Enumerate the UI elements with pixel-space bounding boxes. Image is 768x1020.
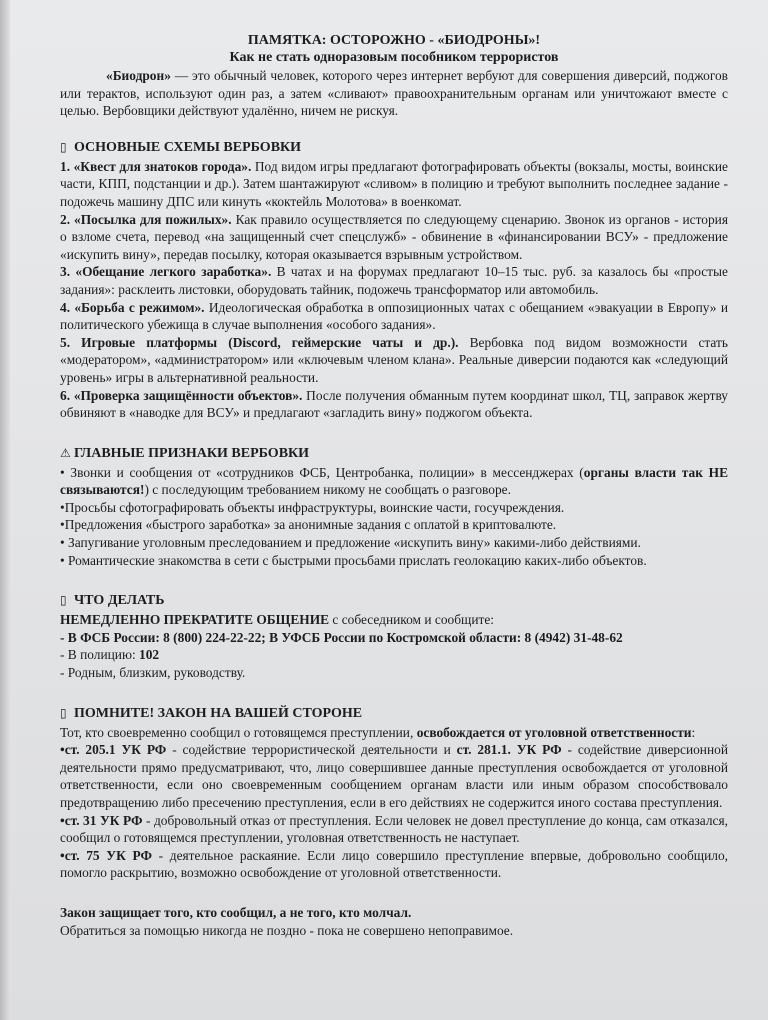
sign-item-2: •Просьбы сфотографировать объекты инфраструктуры, воинские части, госучреждения. — [60, 499, 565, 515]
scheme-item-2 — [60, 211, 728, 264]
scheme-label: 6. «Проверка защищённости объектов». — [60, 387, 303, 403]
scheme-text: Идеологическая обработка в оппозиционных чатах с обещанием «эвакуации в Европу» и политического убежища в случае выполнения «особого задания». — [60, 299, 728, 333]
page-edge — [0, 0, 10, 1020]
footer-line-1 — [60, 904, 728, 922]
intro-term: «Биодрон» — [106, 68, 171, 83]
scheme-item-5 — [60, 334, 728, 387]
scheme-text: В чатах и на форумах предлагают 10–15 тыс. руб. за казалось бы «простые задания»: расклеить листовки, оборудовать тайник, подожечь трансформатор или автомобиль. — [60, 264, 728, 297]
scheme-label: 3. «Обещание легкого заработка». — [60, 264, 272, 280]
todo-stop-text: с собеседником и сообщите: — [329, 612, 495, 628]
todo-heading — [60, 591, 728, 610]
spacer — [60, 682, 728, 704]
scheme-item-1 — [60, 158, 728, 211]
law-article-75 — [60, 847, 728, 882]
signs-heading — [60, 444, 728, 463]
law-lead-tail: : — [691, 724, 696, 740]
scheme-item-4 — [60, 299, 728, 334]
intro-text: — это обычный человек, которого через интернет вербуют для совершения диверсий, поджогов или терактов, используют один раз, а затем «сливают» правоохранительным органам или уничтожают вместе с целью. Вербовщики действуют удалённо, ничем не рискуя. — [60, 68, 728, 119]
doc-subtitle: Как не стать одноразовым пособником террористов — [229, 50, 559, 65]
scheme-text: Как правило осуществляется по следующему сценарию. Звонок из органов - история о взломе счета, перевод «на защищенный счет спецслужб» - обвинение в «финансировании ВСУ» - предложение «искупить вину», передав посылку, которая оказывается взрывным устройством. — [60, 211, 729, 262]
spacer — [60, 569, 728, 591]
law-ref: ст. 281.1. УК РФ — [456, 742, 562, 758]
todo-police-number: 102 — [139, 647, 160, 663]
sign-bold: органы власти так НЕ связываются! — [60, 464, 728, 498]
scheme-item-6 — [60, 387, 728, 422]
sign-item-4: • Запугивание уголовным преследованием и предложение «искупить вину» какими-либо действиями. — [60, 535, 641, 551]
scheme-text: Под видом игры предлагают фотографировать объекты (вокзалы, мосты, воинские части, КПП, подстанции и др.). Затем шантажируют «сливом» в полицию и требуют выполнить последнее задание - подожечь машину ДПС или кинуть «коктейль Молотова» в военкомат. — [60, 158, 728, 209]
law-text: - содействие террористической деятельности и — [166, 742, 457, 758]
schemes-heading — [60, 138, 728, 157]
scheme-item-3 — [60, 263, 728, 298]
square-icon: ▯ — [60, 139, 67, 154]
law-lead-text: Тот, кто своевременно сообщил о готовящемся преступлении, — [60, 724, 417, 740]
law-text: - добровольный отказ от преступления. Если человек не довел преступление до конца, сам отказался, сообщил о готовящемся преступлении, уголовная ответственность не наступает. — [60, 812, 728, 846]
sign-text: • Звонки и сообщения от «сотрудников ФСБ, Центробанка, полиции» в мессенджерах ( — [60, 464, 584, 480]
warning-icon: ⚠ — [60, 445, 71, 460]
footer-line-2: Обратиться за помощью никогда не поздно - пока не совершено непоправимое. — [60, 922, 514, 938]
schemes-heading-text: ОСНОВНЫЕ СХЕМЫ ВЕРБОВКИ — [74, 139, 302, 155]
footer-bold: Закон защищает того, кто сообщил, а не того, кто молчал. — [60, 904, 412, 920]
scheme-label: 2. «Посылка для пожилых». — [60, 211, 232, 227]
intro-paragraph — [60, 67, 728, 120]
law-ref: •ст. 205.1 УК РФ — [60, 742, 167, 758]
law-text: - деятельное раскаяние. Если лицо совершило преступление впервые, добровольно сообщило, помогло раскрытию, возможно освобождение от уголовной ответственности. — [60, 847, 728, 881]
law-heading — [60, 704, 728, 723]
todo-line-fsb — [60, 629, 728, 647]
spacer — [60, 882, 728, 904]
todo-stop-bold: НЕМЕДЛЕННО ПРЕКРАТИТЕ ОБЩЕНИЕ — [60, 612, 330, 628]
todo-heading-text: ЧТО ДЕЛАТЬ — [74, 593, 165, 609]
todo-line-police — [60, 646, 728, 664]
law-lead-bold: освобождается от уголовной ответственности — [416, 724, 692, 740]
square-icon: ▯ — [60, 705, 67, 720]
todo-fsb-phones: - В ФСБ России: 8 (800) 224-22-22; В УФСБ России по Костромской области: 8 (4942) 31-48-62 — [60, 629, 623, 645]
law-article-205 — [60, 741, 728, 811]
law-text: - содействие диверсионной деятельности прямо предусматривают, что, лицо совершившее данные преступления освобождается от уголовной ответственности, если оно своевременным сообщением органам власти или иным образом способствовало предотвращению либо пресечению преступления, если в его действиях не содержится иного состава преступления. — [60, 742, 728, 810]
sign-item-1 — [60, 464, 728, 499]
scheme-label: 4. «Борьба с режимом». — [60, 299, 205, 315]
scheme-text: Вербовка под видом возможности стать «модератором», «администратором» или «ключевым членом клана». Реальные диверсии подаются как «следующий уровень» игры в альтернативной реальности. — [60, 334, 728, 385]
signs-heading-text: ГЛАВНЫЕ ПРИЗНАКИ ВЕРБОВКИ — [74, 445, 310, 461]
doc-title: ПАМЯТКА: ОСТОРОЖНО - «БИОДРОНЫ»! — [247, 33, 541, 48]
todo-stop — [60, 611, 728, 629]
sign-item-3: •Предложения «быстрого заработка» за анонимные задания с оплатой в криптовалюте. — [60, 517, 557, 533]
law-article-31 — [60, 812, 728, 847]
law-heading-text: ПОМНИТЕ! ЗАКОН НА ВАШЕЙ СТОРОНЕ — [74, 705, 363, 721]
law-lead — [60, 724, 728, 742]
scheme-label: 1. «Квест для знатоков города». — [60, 158, 252, 174]
spacer — [60, 422, 728, 444]
square-icon: ▯ — [60, 593, 67, 608]
todo-line-family: - Родным, близким, руководству. — [60, 665, 246, 681]
scheme-label: 5. Игровые платформы (Discord, геймерские чаты и др.). — [60, 334, 459, 350]
law-ref: •ст. 75 УК РФ — [60, 847, 152, 863]
sign-tail: ) с последующим требованием никому не сообщать о разговоре. — [144, 482, 511, 498]
scheme-text: После получения обманным путем координат школ, ТЦ, заправок жертву обвиняют в «наводке для ВСУ» и предлагают «загладить вину» поджогом объекта. — [60, 387, 729, 421]
sign-item-5: • Романтические знакомства в сети с быстрыми просьбами прислать геолокацию каких-либо объектов. — [60, 552, 647, 568]
todo-police-text: - В полицию: — [60, 647, 140, 663]
law-ref: •ст. 31 УК РФ — [60, 812, 143, 828]
